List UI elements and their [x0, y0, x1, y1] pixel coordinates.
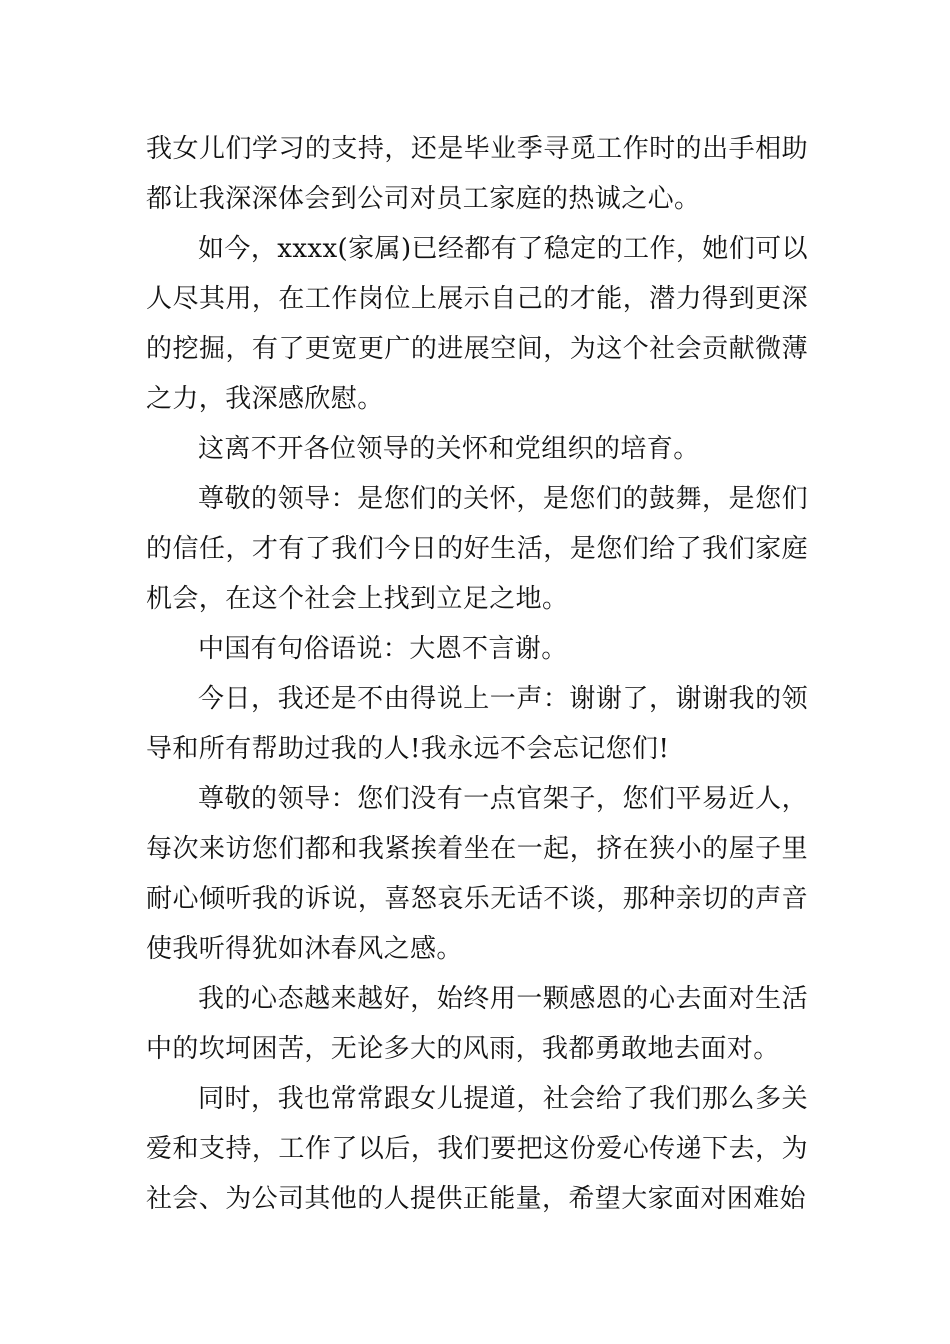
paragraph-9: 同时，我也常常跟女儿提道，社会给了我们那么多关爱和支持，工作了以后，我们要把这份爱心传递下去，为社会、为公司其他的人提供正能量，希望大家面对困难始: [146, 1084, 808, 1214]
document-body: [146, 124, 808, 1224]
paragraph-2: 如今，xxxx(家属)已经都有了稳定的工作，她们可以人尽其用，在工作岗位上展示自己的才能，潜力得到更深的挖掘，有了更宽更广的进展空间，为这个社会贡献微薄之力，我深感欣慰。: [146, 234, 808, 414]
paragraph-1: 我女儿们学习的支持，还是毕业季寻觅工作时的出手相助都让我深深体会到公司对员工家庭的热诚之心。: [146, 134, 808, 214]
paragraph-4: 尊敬的领导：是您们的关怀，是您们的鼓舞，是您们的信任，才有了我们今日的好生活，是您们给了我们家庭机会，在这个社会上找到立足之地。: [146, 484, 808, 614]
paragraph-8: 我的心态越来越好，始终用一颗感恩的心去面对生活中的坎坷困苦，无论多大的风雨，我都勇敢地去面对。: [146, 984, 808, 1064]
paragraph-7: 尊敬的领导：您们没有一点官架子，您们平易近人，每次来访您们都和我紧挨着坐在一起，挤在狭小的屋子里耐心倾听我的诉说，喜怒哀乐无话不谈，那种亲切的声音使我听得犹如沐春风之感。: [146, 784, 808, 964]
paragraph-5: 中国有句俗语说：大恩不言谢。: [198, 634, 568, 664]
paragraph-3: 这离不开各位领导的关怀和党组织的培育。: [198, 434, 700, 464]
paragraph-6: 今日，我还是不由得说上一声：谢谢了，谢谢我的领导和所有帮助过我的人!我永远不会忘记您们!: [146, 684, 808, 764]
